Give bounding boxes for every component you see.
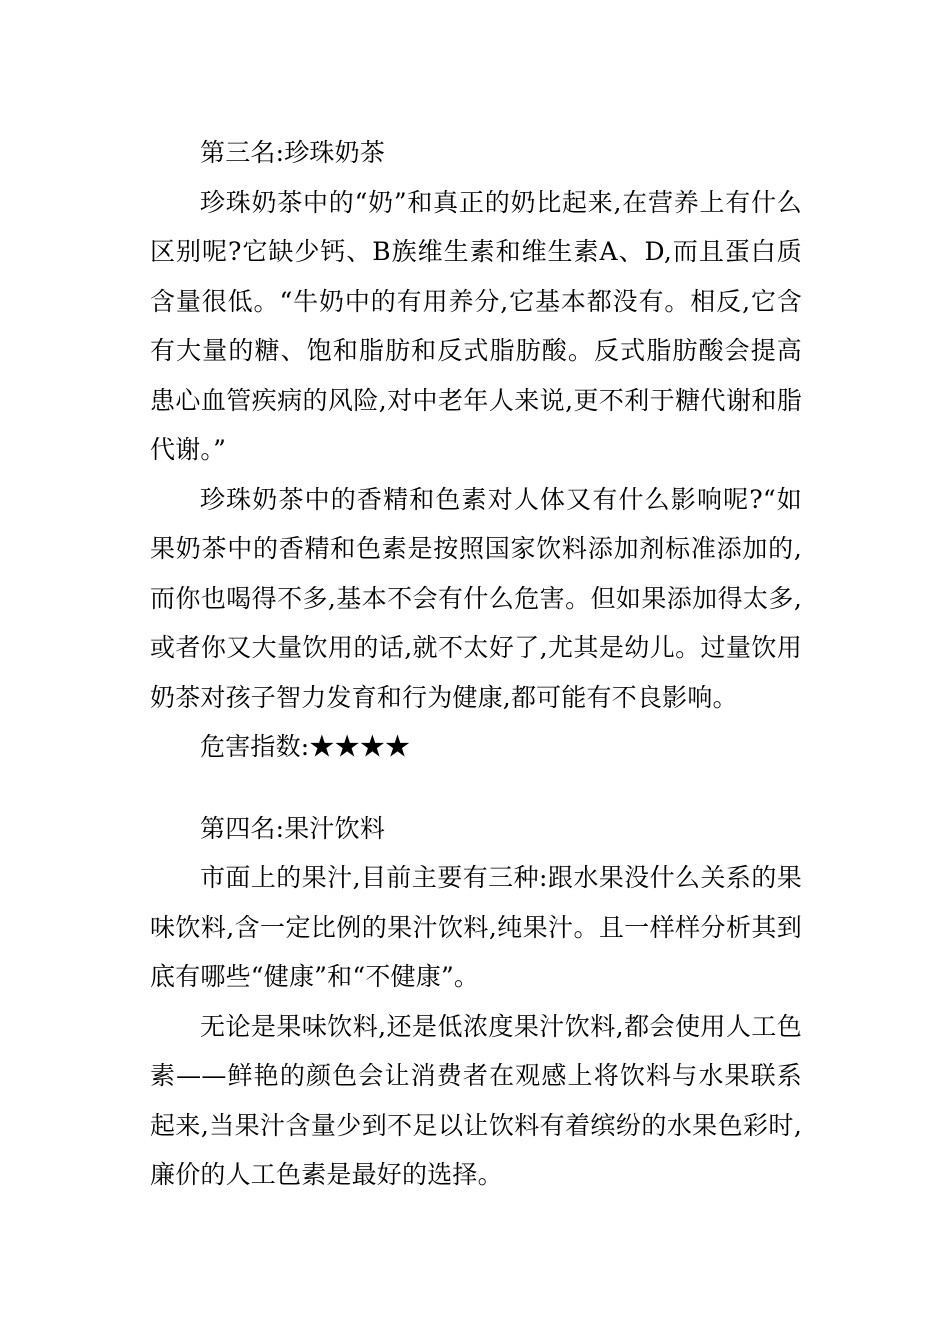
paragraph: 市面上的果汁,目前主要有三种:跟水果没什么关系的果味饮料,含一定比例的果汁饮料,纯果汁。且一样样分析其到底有哪些“健康”和“不健康”。 — [150, 863, 802, 991]
paragraph: 无论是果味饮料,还是低浓度果汁饮料,都会使用人工色素——鲜艳的颜色会让消费者在观感上将饮料与水果联系起来,当果汁含量少到不足以让饮料有着缤纷的水果色彩时,廉价的人工色素是最好的选择。 — [150, 1011, 802, 1189]
section-heading-3: 第三名:珍珠奶茶 — [200, 138, 386, 167]
paragraph: 珍珠奶茶中的“奶”和真正的奶比起来,在营养上有什么区别呢?它缺少钙、B族维生素和维生素A、D,而且蛋白质含量很低。“牛奶中的有用养分,它基本都没有。相反,它含有大量的糖、饱和脂肪和反式脂肪酸。反式脂肪酸会提高患心血管疾病的风险,对中老年人来说,更不利于糖代谢和脂代谢。” — [150, 187, 802, 464]
paragraph: 珍珠奶茶中的香精和色素对人体又有什么影响呢?“如果奶茶中的香精和色素是按照国家饮料添加剂标准添加的,而你也喝得不多,基本不会有什么危害。但如果添加得太多,或者你又大量饮用的话,就不太好了,尤其是幼儿。过量饮用奶茶对孩子智力发育和行为健康,都可能有不良影响。 — [150, 484, 802, 712]
section-heading-4: 第四名:果汁饮料 — [200, 813, 386, 843]
harm-rating: 危害指数:★★★★ — [200, 732, 411, 761]
document-page — [150, 128, 802, 1200]
